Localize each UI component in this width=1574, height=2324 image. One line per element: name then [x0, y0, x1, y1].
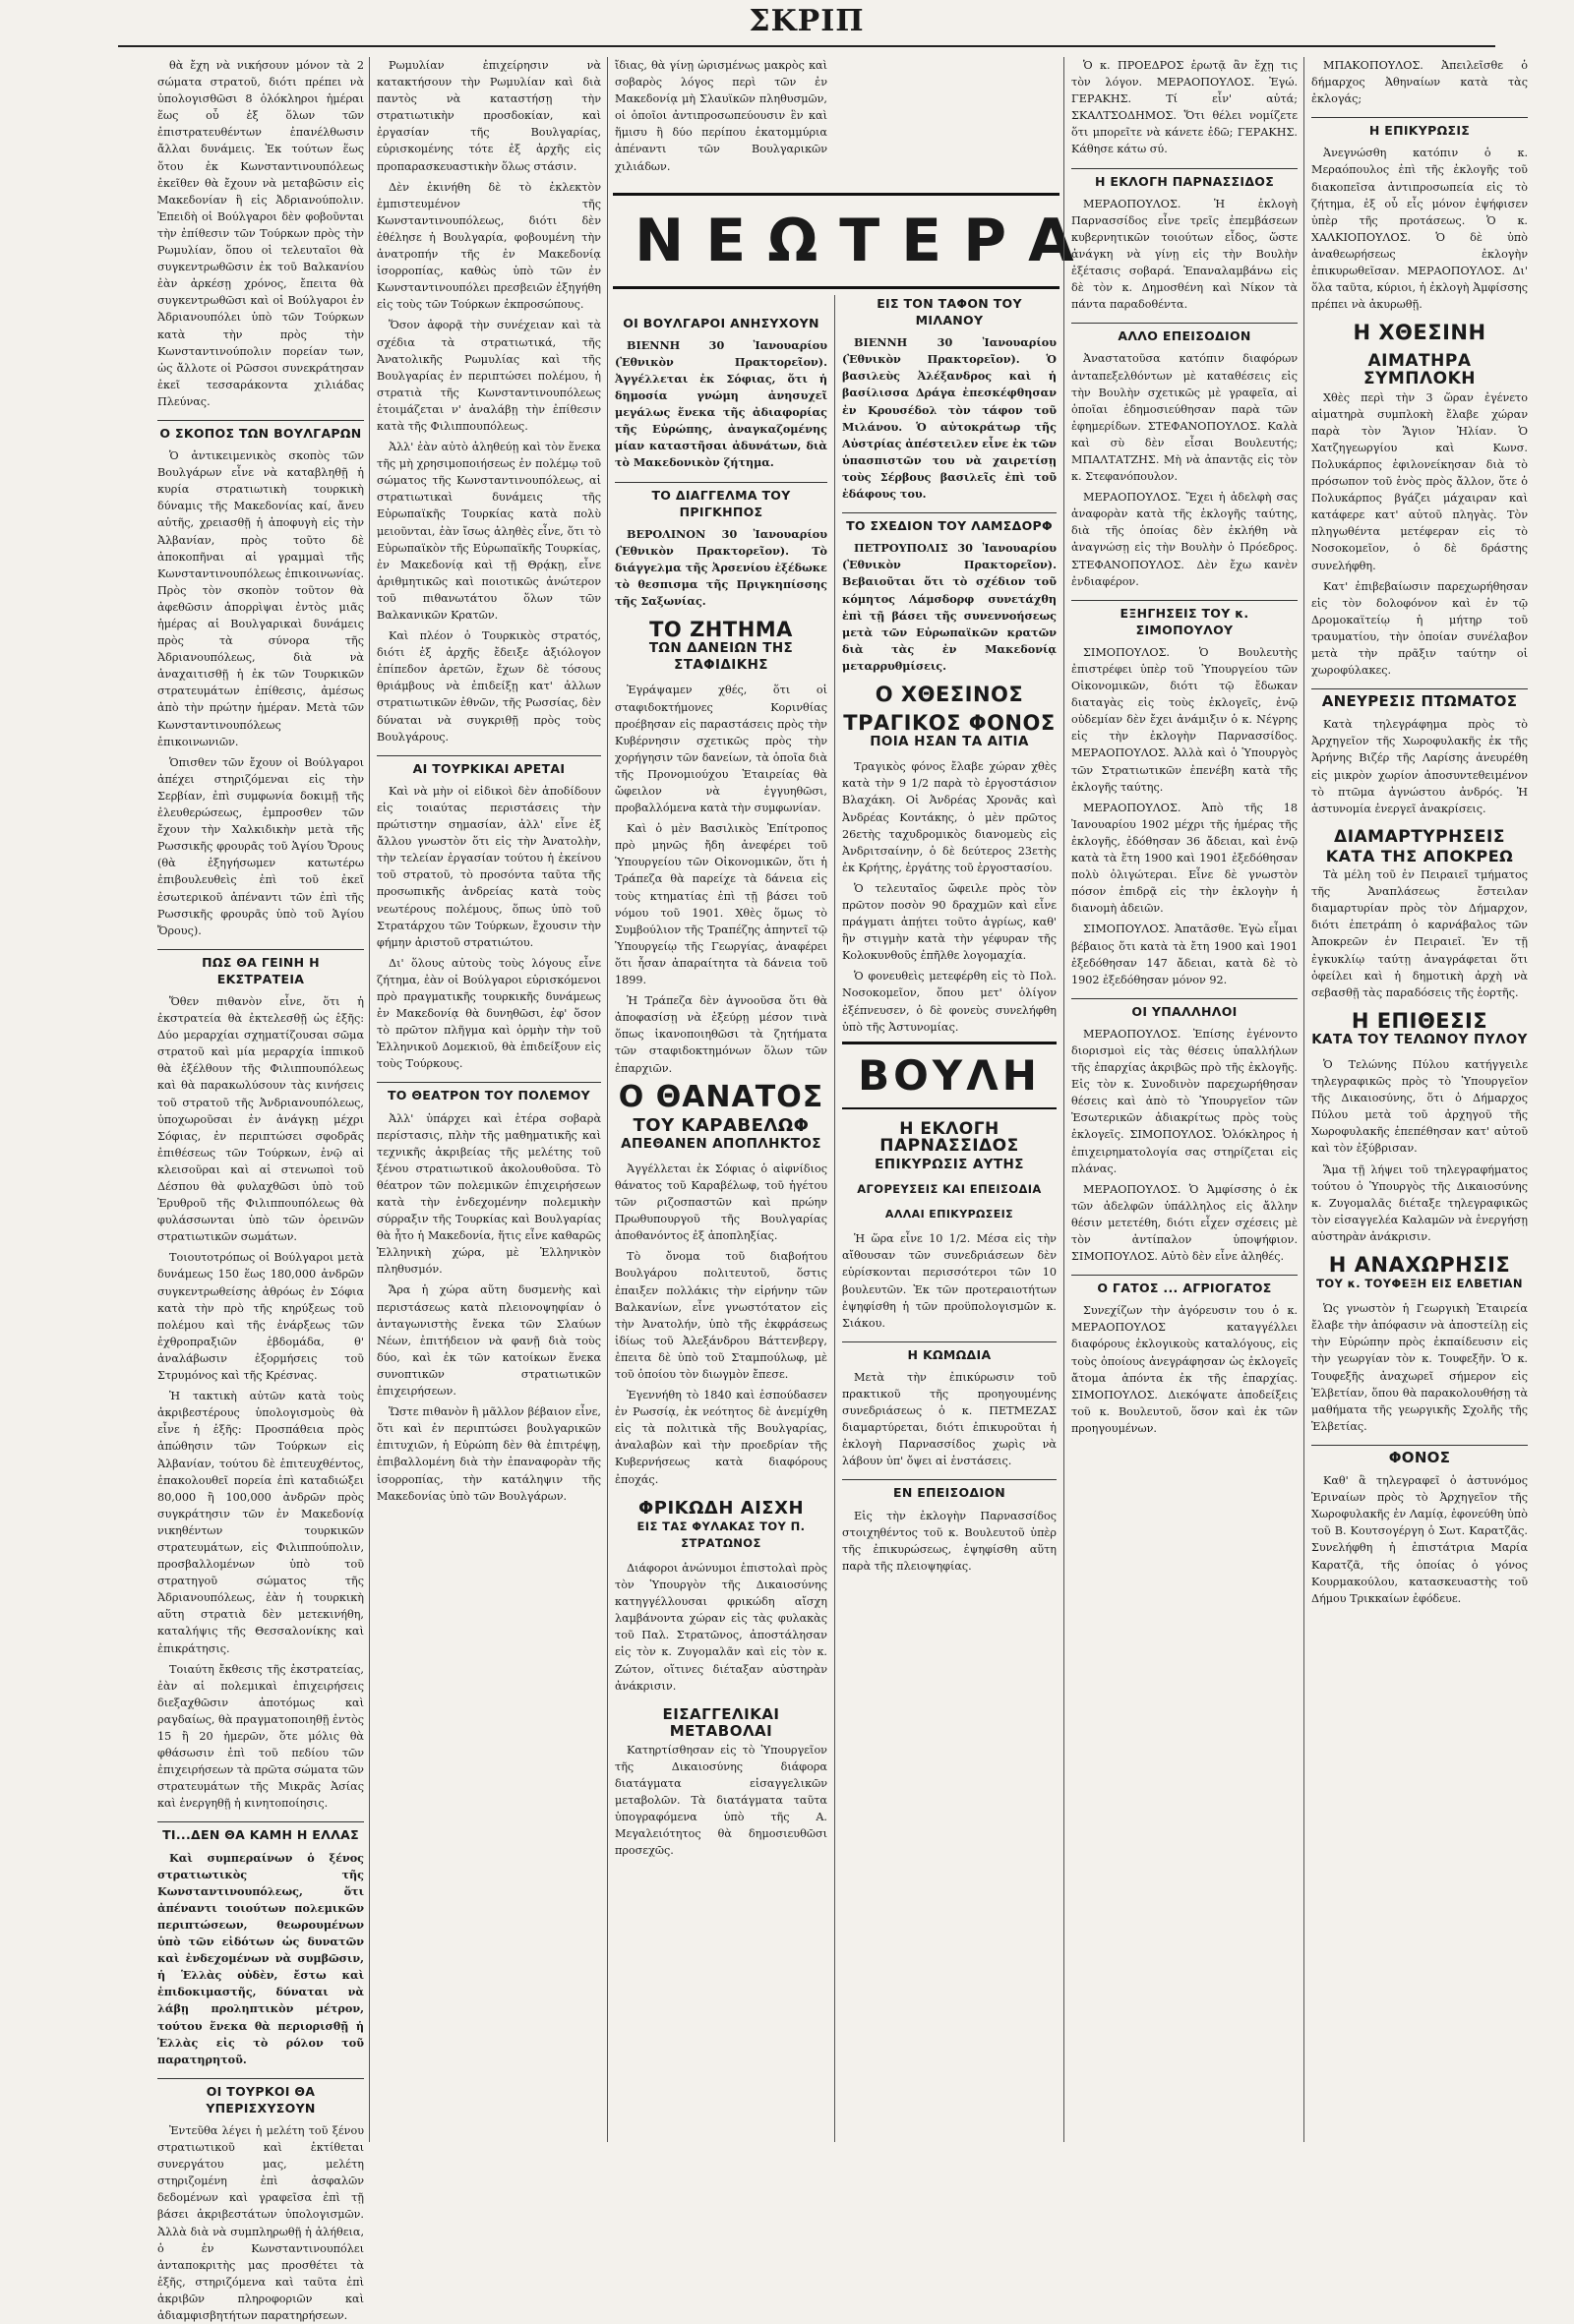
article-heading-large: Η ΑΝΑΧΩΡΗΣΙΣ	[1328, 1253, 1511, 1277]
article-subheading: ΤΩΝ ΔΑΝΕΙΩΝ ΤΗΣ ΣΤΑΦΙΔΙΚΗΣ	[648, 640, 794, 674]
article-heading-large: ΔΙΑΜΑΡΤΥΡΗΣΕΙΣ	[1334, 826, 1505, 847]
article-paragraph: Ρωμυλίαν ἐπιχείρησιν νὰ κατακτήσουν τὴν Ρωμυλίαν καὶ διὰ παντὸς νὰ καταστήσῃ τὴν στρατιωτικὴν προσδοκίαν, καὶ ἐργασίαν τῆς Βουλγαρίας, εὐρισκομένης τότε ἐξ ἀρχῆς εἰς προπαρασκευαστικὴν ὅλως στάσιν.	[377, 59, 601, 173]
article-paragraph: θὰ ἔχη νὰ νικήσουν μόνον τὰ 2 σώματα στρατοῦ, διότι πρέπει νὰ ὑπολογισθῶσι 8 ὁλόκληροι ἡμέραι ἕως οὗ ἐξ ὅλων τῶν ἐπιστρατευθέντων ἐπανέλθωσιν ἄλλαι δυνάμεις. Ἐκ τούτων ἕως ὅτου ἐκ Κωνσταντινουπόλεως ἐκεῖθεν θὰ ἔχουν νὰ μεταβῶσιν εἰς Μακεδονίαν ἢ εἰς Ἀδριανούπολιν. Ἐπειδὴ οἱ Βούλγαροι δὲν φοβοῦνται τὴν ἐπίθεσιν τῶν Τούρκων πρὸς τὴν Ρωμυλίαν, ὅπου οἱ τελευταῖοι θὰ συγκεντρωθῶσιν ἐκ τοῦ Βαλκανίου ἐὰν ἀρκέσῃ χρόνος, ἔπειτα θὰ συγκεντρωθῶσι καὶ οἱ Βούλγαροι ἐν Ἀδριανουπόλει ὑπὸ τῶν Τούρκων κατὰ τὴν πρὸς τὴν Κωνσταντινούπολιν πορείαν των, ὡς ἄλλοτε οἱ Ρῶσσοι συνεκράτησαν ἐκεῖ τεσσαράκοντα χιλιάδας Πλεύνας.	[157, 59, 364, 408]
article-heading-large: Ο ΧΘΕΣΙΝΟΣ	[875, 682, 1024, 706]
article-paragraph: Κατ' ἐπιβεβαίωσιν παρεχωρήθησαν εἰς τὸν δολοφόνον καὶ ἐν τῷ Δρομοκαϊτείῳ ἡ μήτηρ τοῦ τραυματίου, τὴν ὁποίαν συνέλαβον μετὰ τὴν πρᾶξιν ταύτην οἱ χωροφύλακες.	[1311, 579, 1528, 678]
article-paragraph: Ὁπισθεν τῶν ἔχουν οἱ Βούλγαροι ἀπέχει στηριζόμεναι εἰς τὴν Σερβίαν, ἐπὶ συμφωνία δοκιμῇ τῆς ἐλευθερώσεως, ἐμπροσθεν τῶν ἔχουν τὴν Χαλκιδικὴν μετὰ τῆς Ρωσσικῆς φρουρᾶς τοῦ Ἁγίου Ὄρους (θὰ ἐξηγήσωμεν κατωτέρω ἐπιβουλευθεὶς ἐπὶ τοῦ ἐκεῖ ἐσωτερικοῦ ἀπέναντι τῶν ἐπὶ τῆς Ρωσσικῆς φρουρᾶς ὑπὸ τοῦ Ἁγίου Ὄρους).	[157, 755, 364, 937]
column-1	[157, 57, 364, 2322]
article-paragraph: Τραγικὸς φόνος ἔλαβε χώραν χθὲς κατὰ τὴν 9 1/2 παρὰ τὸ ἐργοστάσιον Βλαχάκη. Οἱ Ἀνδρέας Χρονᾶς καὶ Ἀνδρέας Κοντάκης, ὁ μὲν πρῶτος 26ετὴς ταχυδρομικὸς διανομεὺς εἰς Ἀνδριτσαίνην, ὁ δὲ δεύτερος 23ετὴς ἐκ Κρήτης, ἐργάτης τοῦ ἐργοστασίου.	[842, 760, 1057, 874]
column-3	[615, 57, 827, 2142]
article-heading-large: ΤΟ ΖΗΤΗΜΑ	[649, 618, 793, 642]
article-paragraph: Μετὰ τὴν ἐπικύρωσιν τοῦ πρακτικοῦ τῆς προηγουμένης συνεδριάσεως ὁ κ. ΠΕΤΜΕΖΑΣ διαμαρτύρεται, διότι ἐπικυροῦται ἡ ἐκλογὴ Παρνασσίδος χωρὶς νὰ λάβουν ὑπ' ὄψει αἱ ἐνστάσεις.	[842, 1370, 1057, 1468]
article-paragraph: Ἀνεγνώσθη κατόπιν ὁ κ. Μεραόπουλος ἐπὶ τῆς ἐκλογῆς τοῦ διακοπεῖσα ἀντιπροσωπεία εἰς τὸ ζήτημα, ἐξ οὗ εἷς μόνον ἐψήφισεν ὑπὲρ τῆς προτάσεως. Ὁ κ. ΧΑΛΚΙΟΠΟΥΛΟΣ. Ὁ δὲ ὑπὸ ἀναθεωρήσεως ἐκλογὴν ἐπικυρωθεῖσαν. ΜΕΡΑΟΠΟΥΛΟΣ. Δι' ὅλα ταῦτα, κύριοι, ἡ ἐκλογὴ Ἀμφίσσης πρέπει νὰ ἀκυρωθῇ.	[1311, 147, 1528, 312]
column-rule	[834, 295, 835, 2142]
article-heading: ΠΩΣ ΘΑ ΓΕΙΝΗ Η ΕΚΣΤΡΑΤΕΙΑ	[157, 949, 364, 987]
banner-title: ΝΕΩΤΕΡΑ	[635, 207, 1096, 275]
article-paragraph: Ἐγεννήθη τὸ 1840 καὶ ἐσπούδασεν ἐν Ρωσσίᾳ, ἐκ νεότητος δὲ ἀνεμίχθη εἰς τὰ πολιτικὰ τῆς Βουλγαρίας, ἀναλαβὼν καὶ τὴν προεδρίαν τῆς Κυβερνήσεως κατὰ διαφόρους ἐποχάς.	[615, 1389, 827, 1486]
article-heading: ΤΟ ΣΧΕΔΙΟΝ ΤΟΥ ΛΑΜΣΔΟΡΦ	[842, 512, 1057, 534]
article-paragraph: Τοιουτοτρόπως οἱ Βούλγαροι μετὰ δυνάμεως 150 ἕως 180,000 ἀνδρῶν συγκεντρωθείσης ἀθρόως ἐν Σόφια κατὰ τὴν πρὸ τῆς κηρύξεως τοῦ πολέμου καὶ τῆς ἐνάρξεως τῶν ἐχθροπραξιῶν ἑβδομάδα, θ' ἀναλάβωσιν ἐξορμήσεις τοῦ Στρυμόνος καὶ τῆς Κρέσνας.	[157, 1251, 364, 1383]
article-paragraph: Ἀναστατοῦσα κατόπιν διαφόρων ἀνταπεξελθόντων μὲ καταθέσεις εἰς τὴν Βουλὴν σχετικῶς μὲ γραφεῖα, αἱ ὁποῖαι ἐδημοσιεύθησαν παρὰ τῶν ἐφημερίδων. ΣΤΕΦΑΝΟΠΟΥΛΟΣ. Καλὰ καὶ σὺ δὲν εἶσαι Βουλευτής; ΜΠΑΛΤΑΤΖΗΣ. Μὴ νὰ ἀπαντᾷς εἰς τὸν κ. Στεφανόπουλον.	[1071, 352, 1298, 484]
article-heading-large: Η ΧΘΕΣΙΝΗ	[1353, 321, 1486, 345]
article-heading: Η ΕΚΛΟΓΗ ΠΑΡΝΑΣΣΙΔΟΣ	[1071, 168, 1298, 190]
article-subheading: ΕΠΙΚΥΡΩΣΙΣ ΑΥΤΗΣ	[875, 1156, 1024, 1172]
article-paragraph: Καθ' ἃ τηλεγραφεῖ ὁ ἀστυνόμος Ἐριναίων πρὸς τὸ Ἀρχηγεῖον τῆς Χωροφυλακῆς ἐν Λαμίᾳ, ἐφονεύθη ὑπὸ τοῦ Β. Κουτσογέργη ὁ Σωτ. Καρατζᾶς. Συνελήφθη ἡ ἐπιστάτρια Μαρία Καρατζᾶ, τῆς ὁποίας ὁ γόνος Κουρμακούλου, κατασκευαστὴς τοῦ Δήμου Τρικκαίων ἐφόδευε.	[1311, 1474, 1528, 1605]
article-paragraph: ΜΠΑΚΟΠΟΥΛΟΣ. Ἀπειλεῖσθε ὁ δήμαρχος Ἀθηναίων κατὰ τὰς ἐκλογάς;	[1311, 59, 1528, 106]
article-paragraph: ΣΙΜΟΠΟΥΛΟΣ. Ἀπατᾶσθε. Ἐγὼ εἶμαι βέβαιος ὅτι κατὰ τὰ ἔτη 1900 καὶ 1901 ἐξεδόθησαν 147 ἄδειαι, κατὰ δὲ τὸ 1902 ἐξεδόθησαν μόνον 92.	[1071, 923, 1298, 986]
article-paragraph: Ἡ Τράπεζα δὲν ἀγνοοῦσα ὅτι θὰ ἀποφασίσῃ νὰ ἐξεύρῃ μέσον τινὰ ὅπως ἱκανοποιηθῶσι τὰ ζητήματα τῶν σταφιδοκτημόνων ὅλων τῶν ἐπαρχιῶν.	[615, 994, 827, 1075]
article-subheading: ΕΙΣ ΤΑΣ ΦΥΛΑΚΑΣ ΤΟΥ Π. ΣΤΡΑΤΩΝΟΣ	[636, 1519, 806, 1550]
article-heading: ΕΝ ΕΠΕΙΣΟΔΙΟΝ	[842, 1479, 1057, 1501]
article-subheading: ΑΓΟΡΕΥΣΕΙΣ ΚΑΙ ΕΠΕΙΣΟΔΙΑ	[857, 1182, 1042, 1197]
article-paragraph: Ὁ ἀντικειμενικὸς σκοπὸς τῶν Βουλγάρων εἶνε νὰ καταβληθῇ ἡ κυρία στρατιωτικὴ τουρκικὴ δύναμις τῆς Μακεδονίας καί, ἄνευ αὐτῆς, χρειασθῇ ἡ ἀποφυγὴ εἰς τὴν Ἀλβανίαν, πρὸς τοῦτο δὲ ἀποκοπῆναι αἱ γραμμαὶ τῆς Κωνσταντινουπόλεως ἐπικοινωνίας. Πρὸς τὸν σκοπὸν τοῦτον θὰ ἀφεθῶσιν ἀπορρὶψαι ἐντὸς μιᾶς ἡμέρας αἱ Βουλγαρικαὶ δυνάμεις πρὸς τὰ σύνορα τῆς Ἀδριανουπόλεως, διὰ νὰ ἀναχαιτισθῇ ἡ ἐκ τῶν Τουρκικῶν στρατευμάτων ἐπίθεσις, ἀμέσως ἀπὸ τὴν πρώτην ἡμέραν. Μετὰ τῶν Κωνσταντινουπόλεως ἐπικοινωνιῶν.	[157, 449, 364, 748]
column-4	[842, 57, 1057, 2142]
article-subheading: ΑΠΕΘΑΝΕΝ ΑΠΟΠΛΗΚΤΟΣ	[621, 1135, 821, 1152]
article-paragraph: ΒΙΕΝΝΗ 30 Ἰανουαρίου (Ἐθνικὸν Πρακτορεῖον). Ὁ βασιλεὺς Ἀλέξανδρος καὶ ἡ βασίλισσα Δράγα ἐπεσκέφθησαν ἐν Κρουσέδολ τὸν τάφον τοῦ Μιλάνου. Ὁ αὐτοκράτωρ τῆς Αὐστρίας ἀπέστειλεν εἶνε ἐκ τῶν ὑπασπιστῶν του νὰ χαιρετίσῃ τοὺς Σέρβους βασιλεῖς ἐπὶ τοῦ ἐδάφους του.	[842, 335, 1057, 502]
article-subheading: ΑΛΛΑΙ ΕΠΙΚΥΡΩΣΕΙΣ	[884, 1208, 1014, 1222]
article-heading: ΟΙ ΥΠΑΛΛΗΛΟΙ	[1071, 998, 1298, 1020]
column-rule	[369, 57, 370, 2142]
article-paragraph: Ὁ φονευθεὶς μετεφέρθη εἰς τὸ Πολ. Νοσοκομεῖον, ὅπου μετ' ὀλίγον ἐξέπνευσεν, ὁ δὲ φονεὺς συνελήφθη ὑπὸ τῆς Ἀστυνομίας.	[842, 970, 1057, 1034]
article-paragraph: Ἀγγέλλεται ἐκ Σόφιας ὁ αἰφνίδιος θάνατος τοῦ Καραβέλωφ, τοῦ ἡγέτου τῶν ριζοσπαστῶν καὶ πρώην Πρωθυπουργοῦ τῆς Βουλγαρίας ἀποθανόντος ἐξ ἀποπληξίας.	[615, 1162, 827, 1243]
article-paragraph: Τοιαύτη ἔκθεσις τῆς ἐκστρατείας, ἐὰν αἱ πολεμικαὶ ἐπιχειρήσεις διεξαχθῶσιν ἀποτόμως καὶ ραγδαίως, θὰ πραγματοποιηθῇ ἐντὸς 15 ἢ 20 ἡμερῶν, ὅτε μόλις θὰ φθάσωσιν ἐπὶ τοῦ πεδίου τῶν ἐπιχειρήσεων τὰ πρῶτα σώματα τῶν στρατευμάτων τῆς Μικρᾶς Ἀσίας καὶ ἐνεργηθῇ ἡ κινητοποίησις.	[157, 1662, 364, 1811]
article-paragraph: Ὁ κ. ΠΡΟΕΔΡΟΣ ἐρωτᾷ ἂν ἔχῃ τις τὸν λόγον. ΜΕΡΑΟΠΟΥΛΟΣ. Ἐγώ. ΓΕΡΑΚΗΣ. Τί εἶν' αὐτά; ΣΚΑΛΤΣΟΔΗΜΟΣ. Ὅτι θέλει νομίζετε ὅτι μπορεῖτε νὰ κάνετε ἐδῶ; ΓΕΡΑΚΗΣ. Κάθησε κάτω σύ.	[1071, 59, 1298, 156]
article-paragraph: ΜΕΡΑΟΠΟΥΛΟΣ. Ὁ Ἀμφίσσης ὁ ἐκ τῶν ἀδελφῶν ὑπάλληλος εἰς ἄλλην θέσιν μετετέθη, διότι εἶχεν σχέσεις μὲ τὸν ἀντίπαλον ὑποψήφιον. ΣΙΜΟΠΟΥΛΟΣ. Αὐτὸ δὲν εἶνε ἀληθές.	[1071, 1182, 1298, 1264]
article-heading: ΑΛΛΟ ΕΠΕΙΣΟΔΙΟΝ	[1071, 323, 1298, 344]
article-paragraph: Ἄρα ἡ χώρα αὕτη δυσμενὴς καὶ περιστάσεως κατὰ πλειονοψηφίαν ὁ ἀνταγωνιστὴς ἔνεκα τῶν Σλαύων Νέων, ἐπιτήδειον νὰ φανῇ διὰ τοὺς δύο, καὶ ἐκ τῶν κατοίκων ἕνεκα συνοπτικῶν στρατιωτικῶν ἐπιχειρήσεων.	[377, 1283, 601, 1399]
article-paragraph: ἴδιας, θὰ γίνῃ ὡρισμένως μακρὸς καὶ σοβαρὸς λόγος περὶ τῶν ἐν Μακεδονίᾳ μὴ Σλαυϊκῶν πληθυσμῶν, οἱ ὁποῖοι ἀντιπροσωπεύουσιν ἓν καὶ ἥμισυ ἢ δύο περίπου ἑκατομμύρια ἀπέναντι τῶν Βουλγαρικῶν χιλιάδων.	[615, 59, 827, 173]
column-rule	[607, 57, 608, 2142]
article-subheading: ΚΑΤΑ ΤΟΥ ΤΕΛΩΝΟΥ ΠΥΛΟΥ	[1311, 1031, 1528, 1047]
article-heading: ΤΟ ΘΕΑΤΡΟΝ ΤΟΥ ΠΟΛΕΜΟΥ	[377, 1082, 601, 1103]
page-header	[118, 2, 1495, 47]
article-heading-large: Η ΕΚΛΟΓΗ ΠΑΡΝΑΣΣΙΔΟΣ	[879, 1118, 1019, 1156]
column-2	[377, 57, 601, 2142]
article-paragraph: ΜΕΡΑΟΠΟΥΛΟΣ. Ἡ ἐκλογὴ Παρνασσίδος εἶνε τρεῖς ἐπεμβάσεων κυβερνητικῶν τοιούτων εἶδος, ὥστε ἀνάγκη νὰ γίνῃ εἰς τὴν Βουλὴν ἐξέτασις σοβαρά. Ἐπαναλαμβάνω εἰς δὲ τὸν κ. Δημοσθένη καὶ Νίκον τὰ πάντα παραδοθέντα.	[1071, 197, 1298, 312]
article-subheading: ΠΟΙΑ ΗΣΑΝ ΤΑ ΑΙΤΙΑ	[870, 734, 1029, 750]
article-paragraph: Ἅμα τῇ λήψει τοῦ τηλεγραφήματος τούτου ὁ Ὑπουργὸς τῆς Δικαιοσύνης κ. Ζυγομαλᾶς διέταξε τηλεγραφικῶς τὸν εἰσαγγελέα Καλαμῶν νὰ ἐνεργήσῃ αὐστηρὰν ἀνάκρισιν.	[1311, 1162, 1528, 1243]
article-paragraph: Ἡ ὥρα εἶνε 10 1/2. Μέσα εἰς τὴν αἴθουσαν τῶν συνεδριάσεων δὲν εὑρίσκονται περισσότεροι τῶν 10 βουλευτῶν. Ἐκ τῶν προτεραιοτήτων ἐψηφίσθη ἡ τῶν προϋπολογισμῶν κ. Σιάκου.	[842, 1232, 1057, 1330]
article-heading: Η ΕΠΙΚΥΡΩΣΙΣ	[1311, 117, 1528, 139]
article-heading: ΤΙ...ΔΕΝ ΘΑ ΚΑΜΗ Η ΕΛΛΑΣ	[157, 1821, 364, 1843]
article-paragraph: ΠΕΤΡΟΥΠΟΛΙΣ 30 Ἰανουαρίου (Ἐθνικὸν Πρακτορεῖον). Βεβαιοῦται ὅτι τὸ σχέδιον τοῦ κόμητος Λάμσδορφ συνετάχθη ἐπὶ τῇ βάσει τῆς συνεννοήσεως μετὰ τῶν Εὐρωπαϊκῶν κρατῶν διὰ τὰς ἐν Μακεδονίᾳ μεταρρυθμίσεις.	[842, 541, 1057, 673]
article-paragraph: Τὸ ὄνομα τοῦ διαβοήτου Βουλγάρου πολιτευτοῦ, ὅστις ἐπαιξεν πολλάκις τὴν εἰρήνην τῶν Βαλκανίων, εἶνε γνωστότατον εἰς τὴν Ἀνατολήν, ὑπὸ τῆς ἐκφράσεως ἰδίως τοῦ Ἀλεξάνδρου Βάττενβεργ, ἐπειτα δὲ ὑπὸ τοῦ Σταμπούλωφ, μὲ τοῦ ὁποίου τὸν διωγμὸν ἔπεσε.	[615, 1250, 827, 1381]
section-title: ΒΟΥΛΗ	[842, 1042, 1057, 1109]
article-heading-large: Η ΕΠΙΘΕΣΙΣ	[1351, 1008, 1488, 1033]
article-heading: ΦΟΝΟΣ	[1311, 1445, 1528, 1466]
article-paragraph: Ὥστε πιθανὸν ἢ μᾶλλον βέβαιον εἶνε, ὅτι καὶ ἐν περιπτώσει βουλγαρικῶν ἐπιτυχιῶν, ἡ Εὐρώπη δὲν θὰ ἐπιτρέψῃ, ἐπιβαλλομένη διὰ τὴν ἐπαναφορὰν τῆς ἰσορροπίας, τὴν κατάληψιν τῆς Μακεδονίας ὑπὸ τῶν Βουλγάρων.	[377, 1405, 601, 1503]
article-paragraph: Χθὲς περὶ τὴν 3 ὥραν ἐγένετο αἱματηρὰ συμπλοκὴ ἔλαβε χώραν παρὰ τὸν Ἅγιον Ἠλίαν. Ὁ Χατζηγεωργίου καὶ Κωνσ. Πολυκάρπος ἐφιλονείκησαν διὰ τὸ πρόσωπον τοῦ ἑνὸς πρὸς ἄλλον, ὅτε ὁ Πολυκάρπος βγάζει μάχαιραν καὶ κατάφερε κατ' αὐτοῦ πληγὰς. Τὸν πληγωθέντα μετέφεραν εἰς τὸ Νοσοκομεῖον, ὁ δὲ δράστης συνελήφθη.	[1311, 390, 1528, 572]
article-paragraph: ΜΕΡΑΟΠΟΥΛΟΣ. Ἐπίσης ἐγένοντο διορισμοὶ εἰς τὰς θέσεις ὑπαλλήλων τῆς ἐπαρχίας ἀκριβῶς πρὸ τῆς ἐκλογῆς. Εἰς τὸν κ. Συνοδινὸν παρεχωρήθησαν θέσεις καὶ ἀπὸ τὸ Ὑπουργεῖον τῶν Ἐσωτερικῶν ἀδιακρίτως πρὸς τοὺς ἐκλογεῖς. ΣΙΜΟΠΟΥΛΟΣ. Ὁλόκληρος ἡ ἐπιχειρηματολογία σας στηρίζεται εἰς πλάνας.	[1071, 1027, 1298, 1175]
article-heading: ΕΙΣΑΓΓΕΛΙΚΑΙ ΜΕΤΑΒΟΛΑΙ	[662, 1704, 780, 1740]
article-heading: ΟΙ ΤΟΥΡΚΟΙ ΘΑ ΥΠΕΡΙΣΧΥΣΟΥΝ	[157, 2078, 364, 2116]
article-paragraph: Δὲν ἐκινήθη δὲ τὸ ἐκλεκτὸν ἐμπιστευμένον τῆς Κωνσταντινουπόλεως, διότι δὲν ἐθέλησε ἡ Βουλγαρία, φοβουμένη τὴν ἀνατροπήν τῆς ἐν Μακεδονίᾳ ἰσορροπίας, καθὼς ὑπὸ τῶν ἐν Κωνσταντινουπόλει πρεσβειῶν ἐξηγήθη εἰς τοὺς τῶν Τούρκων ἐκπροσώπους.	[377, 180, 601, 312]
article-paragraph: Συνεχίζων τὴν ἀγόρευσιν του ὁ κ. ΜΕΡΑΟΠΟΥΛΟΣ καταγγέλλει διαφόρους ἐκλογικοὺς καταλόγους, εἰς τοὺς ὁποίους ἀνεγράφησαν ὡς ἐκλογεῖς ἄτομα ἀπόντα ἐκ τῆς ἐπαρχίας. ΣΙΜΟΠΟΥΛΟΣ. Διεκόψατε ἀποδείξεις τοῦ κ. Βουλευτοῦ, ὅσον καὶ ἐκ τῶν προηγουμένων.	[1071, 1304, 1298, 1435]
banner-spacer	[615, 179, 827, 305]
article-heading-large: ΚΑΤΑ ΤΗΣ ΑΠΟΚΡΕΩ	[1325, 846, 1514, 865]
article-paragraph: Ἡ τακτικὴ αὐτῶν κατὰ τοὺς ἀκριβεστέρους ὑπολογισμοὺς θὰ εἶνε ἡ ἑξῆς: Προσπάθεια πρὸς ἀπώθησιν τῶν Τούρκων εἰς Ἀλβανίαν, τούτου δὲ ἐπιτευχθέντος, ἐπακολουθεῖ πορεία ἐπὶ καταδιώξει 80,000 ἢ 100,000 ἀνδρῶν πρὸς συγκράτησιν τῶν ἐν Μακεδονίᾳ νικηθέντων τουρκικῶν στρατευμάτων, εἰς Φιλιππούπολιν, προσβαλλομένων ὑπὸ τοῦ στρατηγοῦ σώματος τῆς Ἀδριανουπόλεως, ἐὰν ἡ τουρκικὴ αὕτη στρατιὰ δὲν μετεκινήθη, καταλήψις τῆς Θεσσαλονίκης καὶ ἐπικράτησις.	[157, 1390, 364, 1655]
article-paragraph: Κατὰ τηλεγράφημα πρὸς τὸ Ἀρχηγεῖον τῆς Χωροφυλακῆς ἐκ τῆς Ἀρήνης Βιζέρ τῆς Λαρίσης ἀνευρέθη εἰς μικρὸν χωρίον ἀποσυντεθειμένον τὸ πτῶμα ἀγνώστου ἀνδρός. Ἡ ἀστυνομία ἐνεργεῖ ἀνακρίσεις.	[1311, 718, 1528, 815]
article-paragraph: Ἐντεῦθα λέγει ἡ μελέτη τοῦ ξένου στρατιωτικοῦ καὶ ἐκτίθεται συνεργάτου μας, μελέτη στηριζομένη ἐπὶ ἀσφαλῶν δεδομένων καὶ γραφεῖσα ἐπὶ τῇ βάσει ἀκριβεστάτων ὑπολογισμῶν. Ἀλλὰ διὰ νὰ συμπληρωθῇ ἡ ἀλήθεια, ὁ ἐν Κωνσταντινουπόλει ἀνταποκριτὴς μας προσθέτει τὰ ἑξῆς, στηριζόμενα καὶ ταῦτα ἐπὶ ἀκριβῶν πληροφοριῶν καὶ ἀδιαμφισβητήτων παρατηρήσεων.	[157, 2123, 364, 2322]
article-paragraph: Ὅθεν πιθανὸν εἶνε, ὅτι ἡ ἐκστρατεία θὰ ἐκτελεσθῇ ὡς ἑξῆς: Δύο μεραρχίαι σχηματίζουσαι σῶμα στρατοῦ καὶ μία μεραρχία ἱππικοῦ θὰ ἐξέλθουν τῆς Φιλιππουπόλεως καὶ θὰ παρακωλύσουν τὰς κινήσεις τοῦ στρατοῦ τῆς Ἀνδριανουπόλεως, ὑποχωροῦσαι ἐν ἀνάγκῃ μέχρι Σόφιας, ἐν περιπτώσει σφοδρᾶς ἐπιθέσεως τῶν Τούρκων, ἐνῷ αἱ κλεισοῦραι καὶ αἱ στενωποὶ τοῦ Δέσπου θὰ φυλαχθῶσι ὑπὸ τοῦ Ἐρυθροῦ τῆς Φιλιππουπόλεως θὰ φυλάσσωνται ὑπὸ τῶν ὀρεινῶν στρατιωτικῶν σωμάτων.	[157, 994, 364, 1244]
article-paragraph: Καὶ συμπεραίνων ὁ ξένος στρατιωτικὸς τῆς Κωνσταντινουπόλεως, ὅτι ἀπέναντι τοιούτων πολεμικῶν περιπτώσεων, θεωρουμένων ὑπὸ τῶν εἰδότων ὡς δυνατῶν καὶ ἐνδεχομένων νὰ συμβῶσιν, ἡ Ἑλλὰς οὐδὲν, ἔστω καὶ ἐπιδοκιμαστῆς, δύναται νὰ λάβῃ προληπτικὸν μέτρον, τούτου ἕνεκα θὰ περιορισθῇ ἡ Ἑλλὰς εἰς τὸ ρόλον τοῦ παρατηρητοῦ.	[157, 1850, 364, 2066]
article-heading-large: ΤΡΑΓΙΚΟΣ ΦΟΝΟΣ	[843, 711, 1056, 736]
article-paragraph: ΒΕΡΟΛΙΝΟΝ 30 Ἰανουαρίου (Ἐθνικὸν Πρακτορεῖον). Τὸ διάγγελμα τῆς Ἀρσενίου ἐξέδωκε τὸ θεσπισμα τῆς Πριγκηπίσσης τῆς Σαξωνίας.	[615, 526, 827, 609]
article-paragraph: Ἐγράψαμεν χθές, ὅτι οἱ σταφιδοκτήμονες Κορινθίας προέβησαν εἰς παραστάσεις πρὸς τὴν Κυβέρνησιν σχετικῶς πρὸς τὴν χορήγησιν τῶν δανείων, τὰ ὁποῖα διὰ τῆς Προνομιούχου Ἑταιρείας θὰ ὤφειλον νὰ ἐγγυηθῶσι, προβαλλόμενα κατὰ τὴν συμφωνίαν.	[615, 684, 827, 815]
article-paragraph: Κατηρτίσθησαν εἰς τὸ Ὑπουργεῖον τῆς Δικαιοσύνης διάφορα διατάγματα εἰσαγγελικῶν μεταβολῶν. Τὰ διατάγματα ταῦτα ὑπογραφόμενα ὑπὸ τῆς Α. Μεγαλειότητος θὰ δημοσιευθῶσι προσεχῶς.	[615, 1743, 827, 1858]
article-paragraph: ΜΕΡΑΟΠΟΥΛΟΣ. Ἔχει ἡ ἀδελφὴ σας ἀναφορὰν κατὰ τῆς ἐκλογῆς ταύτης, διὰ τῆς ὁποίας δὲν ἐκλήθη νὰ ἀναγνώσῃ εἰς τὴν Βουλὴν ὁ Πρόεδρος. ΣΤΕΦΑΝΟΠΟΥΛΟΣ. Δὲν ἔχω κανὲν ἐνδιαφέρον.	[1071, 491, 1298, 588]
column-6	[1311, 57, 1528, 2142]
article-heading: ΑΝΕΥΡΕΣΙΣ ΠΤΩΜΑΤΟΣ	[1311, 688, 1528, 710]
article-paragraph: ΣΙΜΟΠΟΥΛΟΣ. Ὁ Βουλευτὴς ἐπιστρέφει ὑπὲρ τοῦ Ὑπουργείου τῶν Οἰκονομικῶν, διότι τῷ ἔδωκαν διαταγὰς εἰς τοὺς ἐκλογεῖς, ἐνῷ οὐδεμίαν δὲν ἔχει ἀνάμιξιν ὁ κ. Νέγρης εἰς τὴν ἐκλογὴν Παρνασσίδος. ΜΕΡΑΟΠΟΥΛΟΣ. Ἀλλὰ καὶ ὁ Ὑπουργὸς τῶν Στρατιωτικῶν ἐπενέβη κατὰ τῆς ἐκλογῆς ταύτης.	[1071, 645, 1298, 794]
article-heading: ΟΙ ΒΟΥΛΓΑΡΟΙ ΑΝΗΣΥΧΟΥΝ	[623, 315, 819, 330]
article-paragraph: ΜΕΡΑΟΠΟΥΛΟΣ. Ἀπὸ τῆς 18 Ἰανουαρίου 1902 μέχρι τῆς ἡμέρας τῆς ἐκλογῆς, ἐδόθησαν 36 ἄδειαι, καὶ ἐνῷ κατὰ τὰ ἔτη 1900 καὶ 1901 ἐξεδόθησαν πολὺ ὀλιγώτεραι. Εἶνε δὲ γνωστὸν πόσον ἐπιδρᾷ εἰς τὴν ἐκλογὴν ἡ διανομὴ ἀδειῶν.	[1071, 801, 1298, 916]
page-number: ΣΚΡΙΠ	[749, 4, 865, 38]
article-heading-large: ΦΡΙΚΩΔΗ ΑΙΣΧΗ	[637, 1497, 805, 1519]
article-paragraph: Διάφοροι ἀνώνυμοι ἐπιστολαὶ πρὸς τὸν Ὑπουργὸν τῆς Δικαιοσύνης κατηγγέλλουσαι φρικώδη αἴσχη λαμβάνοντα χώραν εἰς τὰς φυλακὰς τοῦ Παλ. Στρατῶνος, ἀποστάλησαν εἰς τὸν κ. Ζυγομαλᾶν καὶ εἰς τὸν κ. Ζώτον, οἵτινες διέταξαν αὐστηρὰν ἀνάκρισιν.	[615, 1561, 827, 1693]
column-rule	[1063, 57, 1064, 2142]
article-heading-large: Ο ΘΑΝΑΤΟΣ	[618, 1079, 824, 1114]
article-subheading: ΤΟΥ κ. ΤΟΥΦΕΞΗ ΕΙΣ ΕΛΒΕΤΙΑΝ	[1316, 1277, 1523, 1291]
article-paragraph: Δι' ὅλους αὐτοὺς τοὺς λόγους εἶνε ζήτημα, ἐὰν οἱ Βούλγαροι εὑρισκόμενοι πρὸ πραγματικῆς τουρκικῆς δυνάμεως ἐν Μακεδονίᾳ θὰ δυνηθῶσι, ἐφ' ὅσον τὸ πρῶτον πλῆγμα καὶ ὁρμὴν τὴν τοῦ Ἑλληνικοῦ Δομεκιοῦ, θὰ ἐπιδείξουν εἰς τοὺς Τούρκους.	[377, 956, 601, 1071]
article-heading-large: ΑΙΜΑΤΗΡΑ ΣΥΜΠΛΟΚΗ	[1362, 351, 1477, 388]
column-rule	[1303, 57, 1304, 2142]
article-paragraph: Καὶ νὰ μὴν οἱ εἰδικοὶ δὲν ἀποδίδουν εἰς τοιαύτας περιστάσεις τὴν πρώτιστην σημασίαν, ἀλλ' εἶνε ἐξ ἄλλου γνωστὸν ὅτι εἰς τὴν Ἀνατολὴν, τὴν τελείαν ἐργασίαν τούτου ἡ ἐκείνου τοῦ στρατοῦ, τὸ προσόντα ταῦτα τῆς προσωπικῆς ἀνδρείας κατὰ τοὺς νεωτέρους πολέμους, ὅπως ὑπὸ τοῦ Στρατάρχου τῶν Τούρκων, ἔχουσιν τὴν φήμην ἀριστοῦ στρατιώτου.	[377, 784, 601, 949]
article-paragraph: Ὁ Τελώνης Πύλου κατήγγειλε τηλεγραφικῶς πρὸς τὸ Ὑπουργεῖον τῆς Δικαιοσύνης, ὅτι ὁ Δήμαρχος Πύλου μετὰ τοῦ ἀρχηγοῦ τῆς Χωροφυλακῆς ἐπεπέθησαν κατ' αὐτοῦ καὶ τὸν ἐξύβρισαν.	[1311, 1057, 1528, 1156]
article-heading: Ο ΣΚΟΠΟΣ ΤΩΝ ΒΟΥΛΓΑΡΩΝ	[157, 420, 364, 442]
banner-spacer	[842, 57, 1057, 285]
article-paragraph: Ἀλλ' ἐὰν αὐτὸ ἀληθεύῃ καὶ τὸν ἕνεκα τῆς μὴ χρησιμοποιήσεως ἐν πολέμῳ τοῦ σώματος τῆς Κωνσταντινουπόλεως, αἱ στρατιωτικαὶ δυνάμεις τῆς Εὐρωπαϊκῆς Τουρκίας κατὰ πολὺ μειοῦνται, ἐὰν ἴσως ἀληθὲς εἶνε, ὅτι τὸ Εὐρωπαϊκὸν τῆς Εὐρωπαϊκῆς Τουρκίας, ἐν Μακεδονίᾳ καὶ τῇ Θρᾴκῃ, εἶνε ἀριθμητικῶς καὶ ποιοτικῶς ἀνώτερον τοῦ πιθανωτάτου ὅλων τῶν Βαλκανικῶν Κρατῶν.	[377, 441, 601, 622]
article-paragraph: ΒΙΕΝΝΗ 30 Ἰανουαρίου (Ἐθνικὸν Πρακτορεῖον). Ἀγγέλλεται ἐκ Σόφιας, ὅτι ἡ δημοσία γνώμη ἀνησυχεῖ μεγάλως ἕνεκα τῆς ἀδιαφορίας τῆς Εὐρώπης, ἀναγκαζομένης μίαν καταστῆσαι ἀδυνάτων, διὰ τὸ Μακεδονικὸν ζήτημα.	[615, 337, 827, 470]
article-paragraph: Ἀλλ' ὑπάρχει καὶ ἑτέρα σοβαρὰ περίστασις, πλὴν τῆς μαθηματικῆς καὶ τεχνικῆς ἀκριβείας τῆς μελέτης τοῦ ξένου στρατιωτικοῦ ἀκολουθοῦσα. Τὸ θέατρον τῶν πολεμικῶν ἐπιχειρήσεων κατὰ τὴν ἐνδεχομένην πολεμικὴν σύρραξιν τῆς Τουρκίας καὶ Βουλγαρίας θὰ ἦτο ἡ Μακεδονία, ἥτις εἶνε καθαρῶς Ἑλληνικὴ χώρα, μὲ Ἑλληνικὸν πληθυσμόν.	[377, 1111, 601, 1277]
article-paragraph: Καὶ ὁ μὲν Βασιλικὸς Ἐπίτροπος πρὸ μηνῶς ἤδη ἀνεφέρει τοῦ Ὑπουργείου τῶν Οἰκονομικῶν, ὅτι ἡ Τράπεζα θὰ παρείχε τὰ δάνεια εἰς τοὺς κτηματίας ἐπὶ τῇ βάσει τοῦ νόμου τοῦ 1901. Χθὲς ὅμως τὸ Συμβούλιον τῆς Τραπέζης ἀπηντεῖ τῷ Ὑπουργείῳ τῆς Γεωργίας, ἀναφέρει ὅτι ἦσαν ἀπαραίτητα τὰ δάνεια τοῦ 1899.	[615, 822, 827, 987]
article-heading: Ο ΓΑΤΟΣ ... ΑΓΡΙΟΓΑΤΟΣ	[1071, 1275, 1298, 1296]
article-paragraph: Τὰ μέλη τοῦ ἐν Πειραιεῖ τμήματος τῆς Ἀναπλάσεως ἔστειλαν διαμαρτυρίαν πρὸς τὸν Δήμαρχον, διότι ἐπετράπη ὁ καρνάβαλος τῶν Ἀποκρεῶν ἐν Πειραιεῖ. Ἐν τῇ ἐγκυκλίῳ ταύτῃ ἀναγράφεται ὅτι ὀφείλει καὶ ἡ δημοτικὴ ἀρχὴ νὰ σεβασθῇ τὰς παραδόσεις τῆς ἑορτῆς.	[1311, 868, 1528, 999]
article-paragraph: Ὅσον ἀφορᾷ τὴν συνέχειαν καὶ τὰ σχέδια τὰ στρατιωτικά, τῆς Ἀνατολικῆς Ρωμυλίας καὶ τῆς Βουλγαρίας ἐν περιπτώσει πολέμου, ἡ στρατιὰ τῆς Κωνσταντινουπόλεως ἑτοιμάζεται ν' ἀναλάβῃ τὴν ἐπίθεσιν κατὰ τῆς Φιλιππουπόλεως.	[377, 319, 601, 433]
article-heading-large: ΤΟΥ ΚΑΡΑΒΕΛΩΦ	[633, 1114, 810, 1136]
article-heading: ΕΙΣ ΤΟΝ ΤΑΦΟΝ ΤΟΥ ΜΙΛΑΝΟΥ	[877, 296, 1022, 328]
column-5	[1071, 57, 1298, 2142]
article-paragraph: Καὶ πλέον ὁ Τουρκικὸς στρατός, διότι ἐξ ἀρχῆς ἔδειξε ἀξιόλογον ἐπίπεδον ἀρετῶν, ἔχων δὲ τόσους θριάμβους νὰ ἐπιδείξῃ κατ' ἀλλων στρατιωτικῶν ἐθνῶν, τῆς Ρωσσίας, δὲν δύναται νὰ συγκριθῇ πρὸς τοὺς Βουλγάρους.	[377, 629, 601, 744]
article-paragraph: Ὡς γνωστὸν ἡ Γεωργικὴ Ἑταιρεία ἔλαβε τὴν ἀπόφασιν νὰ ἀποστείλῃ εἰς τὴν Εὐρώπην πρὸς ἐκπαίδευσιν εἰς τὴν γεωργίαν τὸν κ. Τουφεξῆν. Ὁ κ. Τουφεξῆς ἀναχωρεῖ σήμερον εἰς Ἑλβετίαν, ὅπου θὰ παρακολουθήσῃ τὰ μαθήματα τῆς γεωργικῆς Σχολῆς τῆς Ἑλβετίας.	[1311, 1302, 1528, 1433]
article-heading: ΕΞΗΓΗΣΕΙΣ ΤΟΥ κ. ΣΙΜΟΠΟΥΛΟΥ	[1071, 600, 1298, 638]
article-heading: ΑΙ ΤΟΥΡΚΙΚΑΙ ΑΡΕΤΑΙ	[377, 755, 601, 777]
article-paragraph: Ὁ τελευταῖος ὤφειλε πρὸς τὸν πρῶτον ποσὸν 90 δραχμῶν καὶ εἶνε πράγματι ἀπῄτει τοῦτο ἀγρίως, καθ' ἣν στιγμὴν κατὰ τὴν γέφυραν τῆς Κολοκυνθοῦς ἐπῆλθε λογομαχία.	[842, 881, 1057, 963]
article-paragraph: Εἰς τὴν ἐκλογὴν Παρνασσίδος στοιχηθέντος τοῦ κ. Βουλευτοῦ ὑπὲρ τῆς ἐπικυρώσεως, ἐψηφίσθη αὕτη παρὰ τῆς πλειοψηφίας.	[842, 1509, 1057, 1573]
article-heading: Η ΚΩΜΩΔΙΑ	[842, 1341, 1057, 1363]
article-heading: ΤΟ ΔΙΑΓΓΕΛΜΑ ΤΟΥ ΠΡΙΓΚΗΠΟΣ	[615, 482, 827, 520]
